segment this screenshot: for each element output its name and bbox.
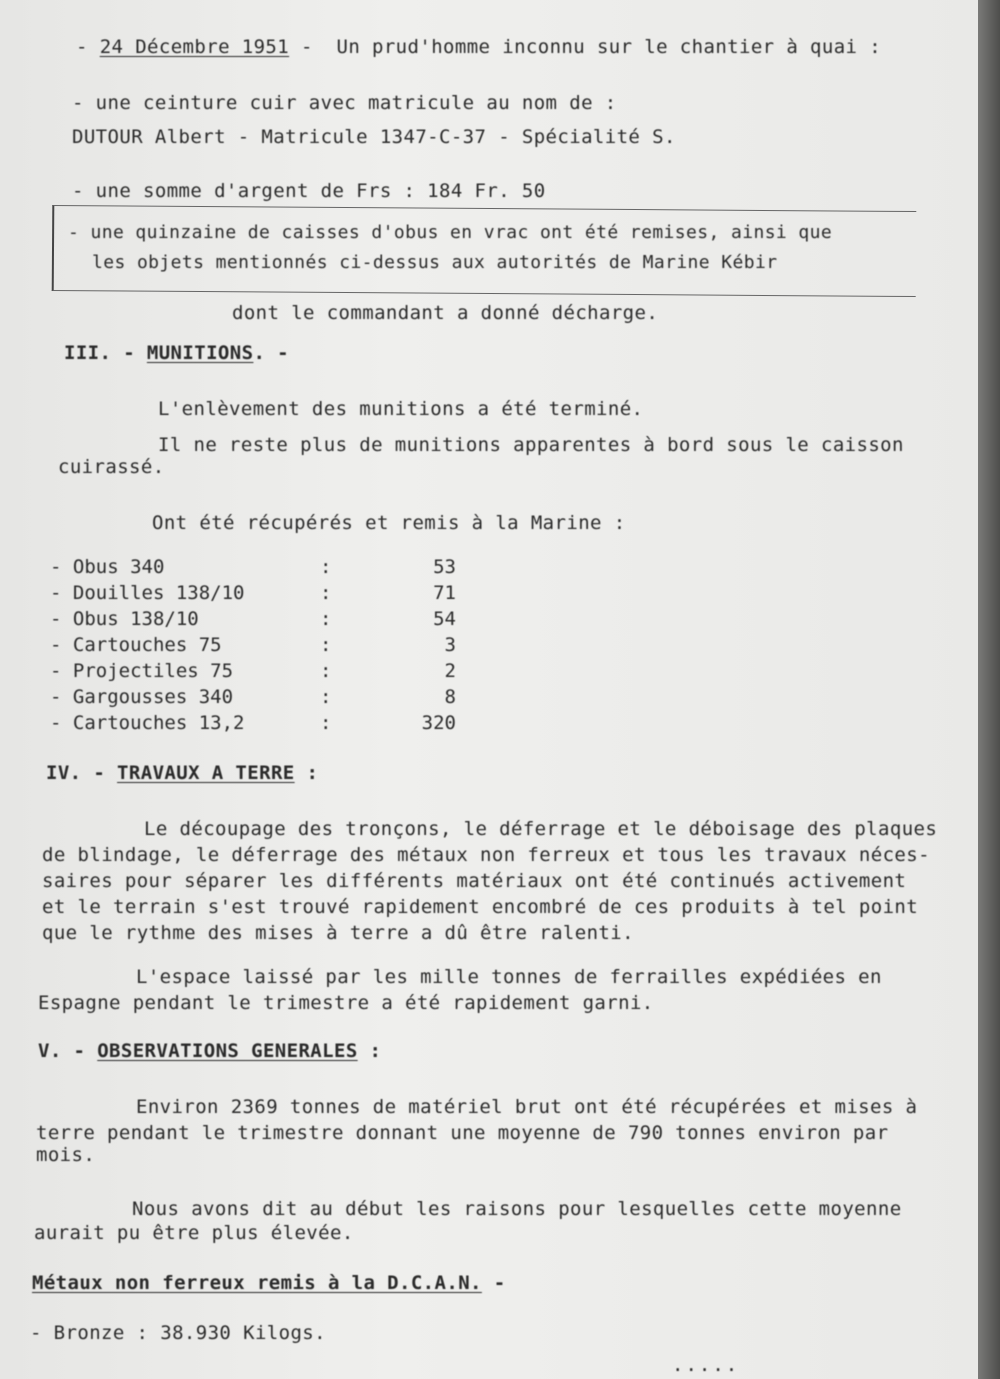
section-5-p2-line: Nous avons dit au début les raisons pour lesquelles cette moyenne bbox=[132, 1198, 902, 1220]
ammo-label: - Douilles 138/10 bbox=[50, 582, 245, 604]
ammo-label: - Obus 340 bbox=[50, 556, 165, 578]
metals-heading-suffix: - bbox=[481, 1272, 506, 1294]
section-3-title: MUNITIONS bbox=[146, 342, 254, 364]
found-item-money: - une somme d'argent de Frs : 184 Fr. 50 bbox=[72, 180, 546, 202]
metals-heading bbox=[32, 1272, 506, 1294]
section-3-paragraph-2-line-2: cuirassé. bbox=[58, 456, 165, 478]
ammo-quantity: 2 bbox=[444, 660, 456, 682]
section-5-number: V. - bbox=[38, 1040, 98, 1062]
section-3-paragraph-2-line-1: Il ne reste plus de munitions apparentes à bord sous le caisson bbox=[158, 434, 904, 456]
boxed-note-line-2: les objets mentionnés ci-dessus aux autorités de Marine Kébir bbox=[92, 252, 778, 273]
ammo-label: - Cartouches 13,2 bbox=[50, 712, 245, 734]
section-3-number: III. - bbox=[64, 342, 147, 364]
section-4-p2-line: Espagne pendant le trimestre a été rapidement garni. bbox=[38, 992, 654, 1014]
ammo-separator: : bbox=[320, 608, 332, 630]
found-item-owner: DUTOUR Albert - Matricule 1347-C-37 - Spécialité S. bbox=[72, 126, 676, 148]
ammo-quantity: 53 bbox=[433, 556, 456, 578]
ammo-label: - Projectiles 75 bbox=[50, 660, 234, 682]
section-4-p1-line: et le terrain s'est trouvé rapidement encombré de ces produits à tel point bbox=[42, 896, 919, 918]
section-4-heading bbox=[46, 762, 318, 784]
section-3-paragraph-1: L'enlèvement des munitions a été terminé. bbox=[158, 398, 644, 420]
found-item-belt: - une ceinture cuir avec matricule au nom de : bbox=[72, 92, 617, 114]
section-5-p1-line: mois. bbox=[36, 1144, 96, 1166]
section-3-suffix: . - bbox=[253, 342, 289, 364]
ammo-quantity: 320 bbox=[421, 712, 456, 734]
ammo-separator: : bbox=[320, 582, 332, 604]
metals-heading-text: Métaux non ferreux remis à la D.C.A.N. bbox=[32, 1272, 482, 1294]
ammo-quantity: 8 bbox=[444, 686, 456, 708]
recovered-intro: Ont été récupérés et remis à la Marine : bbox=[152, 512, 626, 534]
date-line-rest: - Un prud'homme inconnu sur le chantier à quai : bbox=[289, 36, 882, 58]
bronze-line: - Bronze : 38.930 Kilogs. bbox=[30, 1322, 326, 1344]
section-4-title: TRAVAUX A TERRE bbox=[117, 762, 295, 784]
date-text: 24 Décembre 1951 bbox=[99, 36, 290, 58]
section-5-p1-line: Environ 2369 tonnes de matériel brut ont été récupérées et mises à bbox=[136, 1096, 918, 1118]
discharge-line: dont le commandant a donné décharge. bbox=[232, 302, 659, 324]
section-4-p1-line: saires pour séparer les différents matériaux ont été continués activement bbox=[42, 870, 907, 892]
section-5-heading bbox=[38, 1040, 381, 1062]
section-4-p1-line: que le rythme des mises à terre a dû être ralenti. bbox=[42, 922, 634, 944]
ammo-separator: : bbox=[320, 660, 332, 682]
section-4-suffix: : bbox=[294, 762, 319, 784]
section-4-p1-line: de blindage, le déferrage des métaux non ferreux et tous les travaux néces- bbox=[42, 844, 930, 866]
ammo-separator: : bbox=[320, 686, 332, 708]
section-4-number: IV. - bbox=[46, 762, 118, 784]
ammo-quantity: 3 bbox=[444, 634, 456, 656]
page-edge-shadow bbox=[978, 0, 1000, 1379]
section-5-p2-line: aurait pu être plus élevée. bbox=[34, 1222, 354, 1244]
section-3-heading bbox=[64, 342, 289, 364]
section-5-suffix: : bbox=[357, 1040, 382, 1062]
ammo-separator: : bbox=[320, 634, 332, 656]
section-4-p2-line: L'espace laissé par les mille tonnes de ferrailles expédiées en bbox=[136, 966, 882, 988]
ammo-separator: : bbox=[320, 712, 332, 734]
ammo-label: - Gargousses 340 bbox=[50, 686, 234, 708]
ammo-quantity: 54 bbox=[433, 608, 456, 630]
end-mark: ..... bbox=[672, 1354, 740, 1376]
section-5-p1-line: terre pendant le trimestre donnant une moyenne de 790 tonnes environ par bbox=[36, 1122, 889, 1144]
ammo-quantity: 71 bbox=[433, 582, 456, 604]
section-4-p1-line: Le découpage des tronçons, le déferrage et le déboisage des plaques bbox=[144, 818, 938, 840]
ammo-label: - Obus 138/10 bbox=[50, 608, 199, 630]
ammo-label: - Cartouches 75 bbox=[50, 634, 222, 656]
boxed-note-line-1: - une quinzaine de caisses d'obus en vrac ont été remises, ainsi que bbox=[68, 222, 833, 243]
section-5-title: OBSERVATIONS GENERALES bbox=[97, 1040, 358, 1062]
ammo-separator: : bbox=[320, 556, 332, 578]
date-line: - 24 Décembre 1951 - Un prud'homme inconnu sur le chantier à quai : bbox=[76, 36, 882, 58]
boxed-note-frame bbox=[52, 205, 917, 297]
